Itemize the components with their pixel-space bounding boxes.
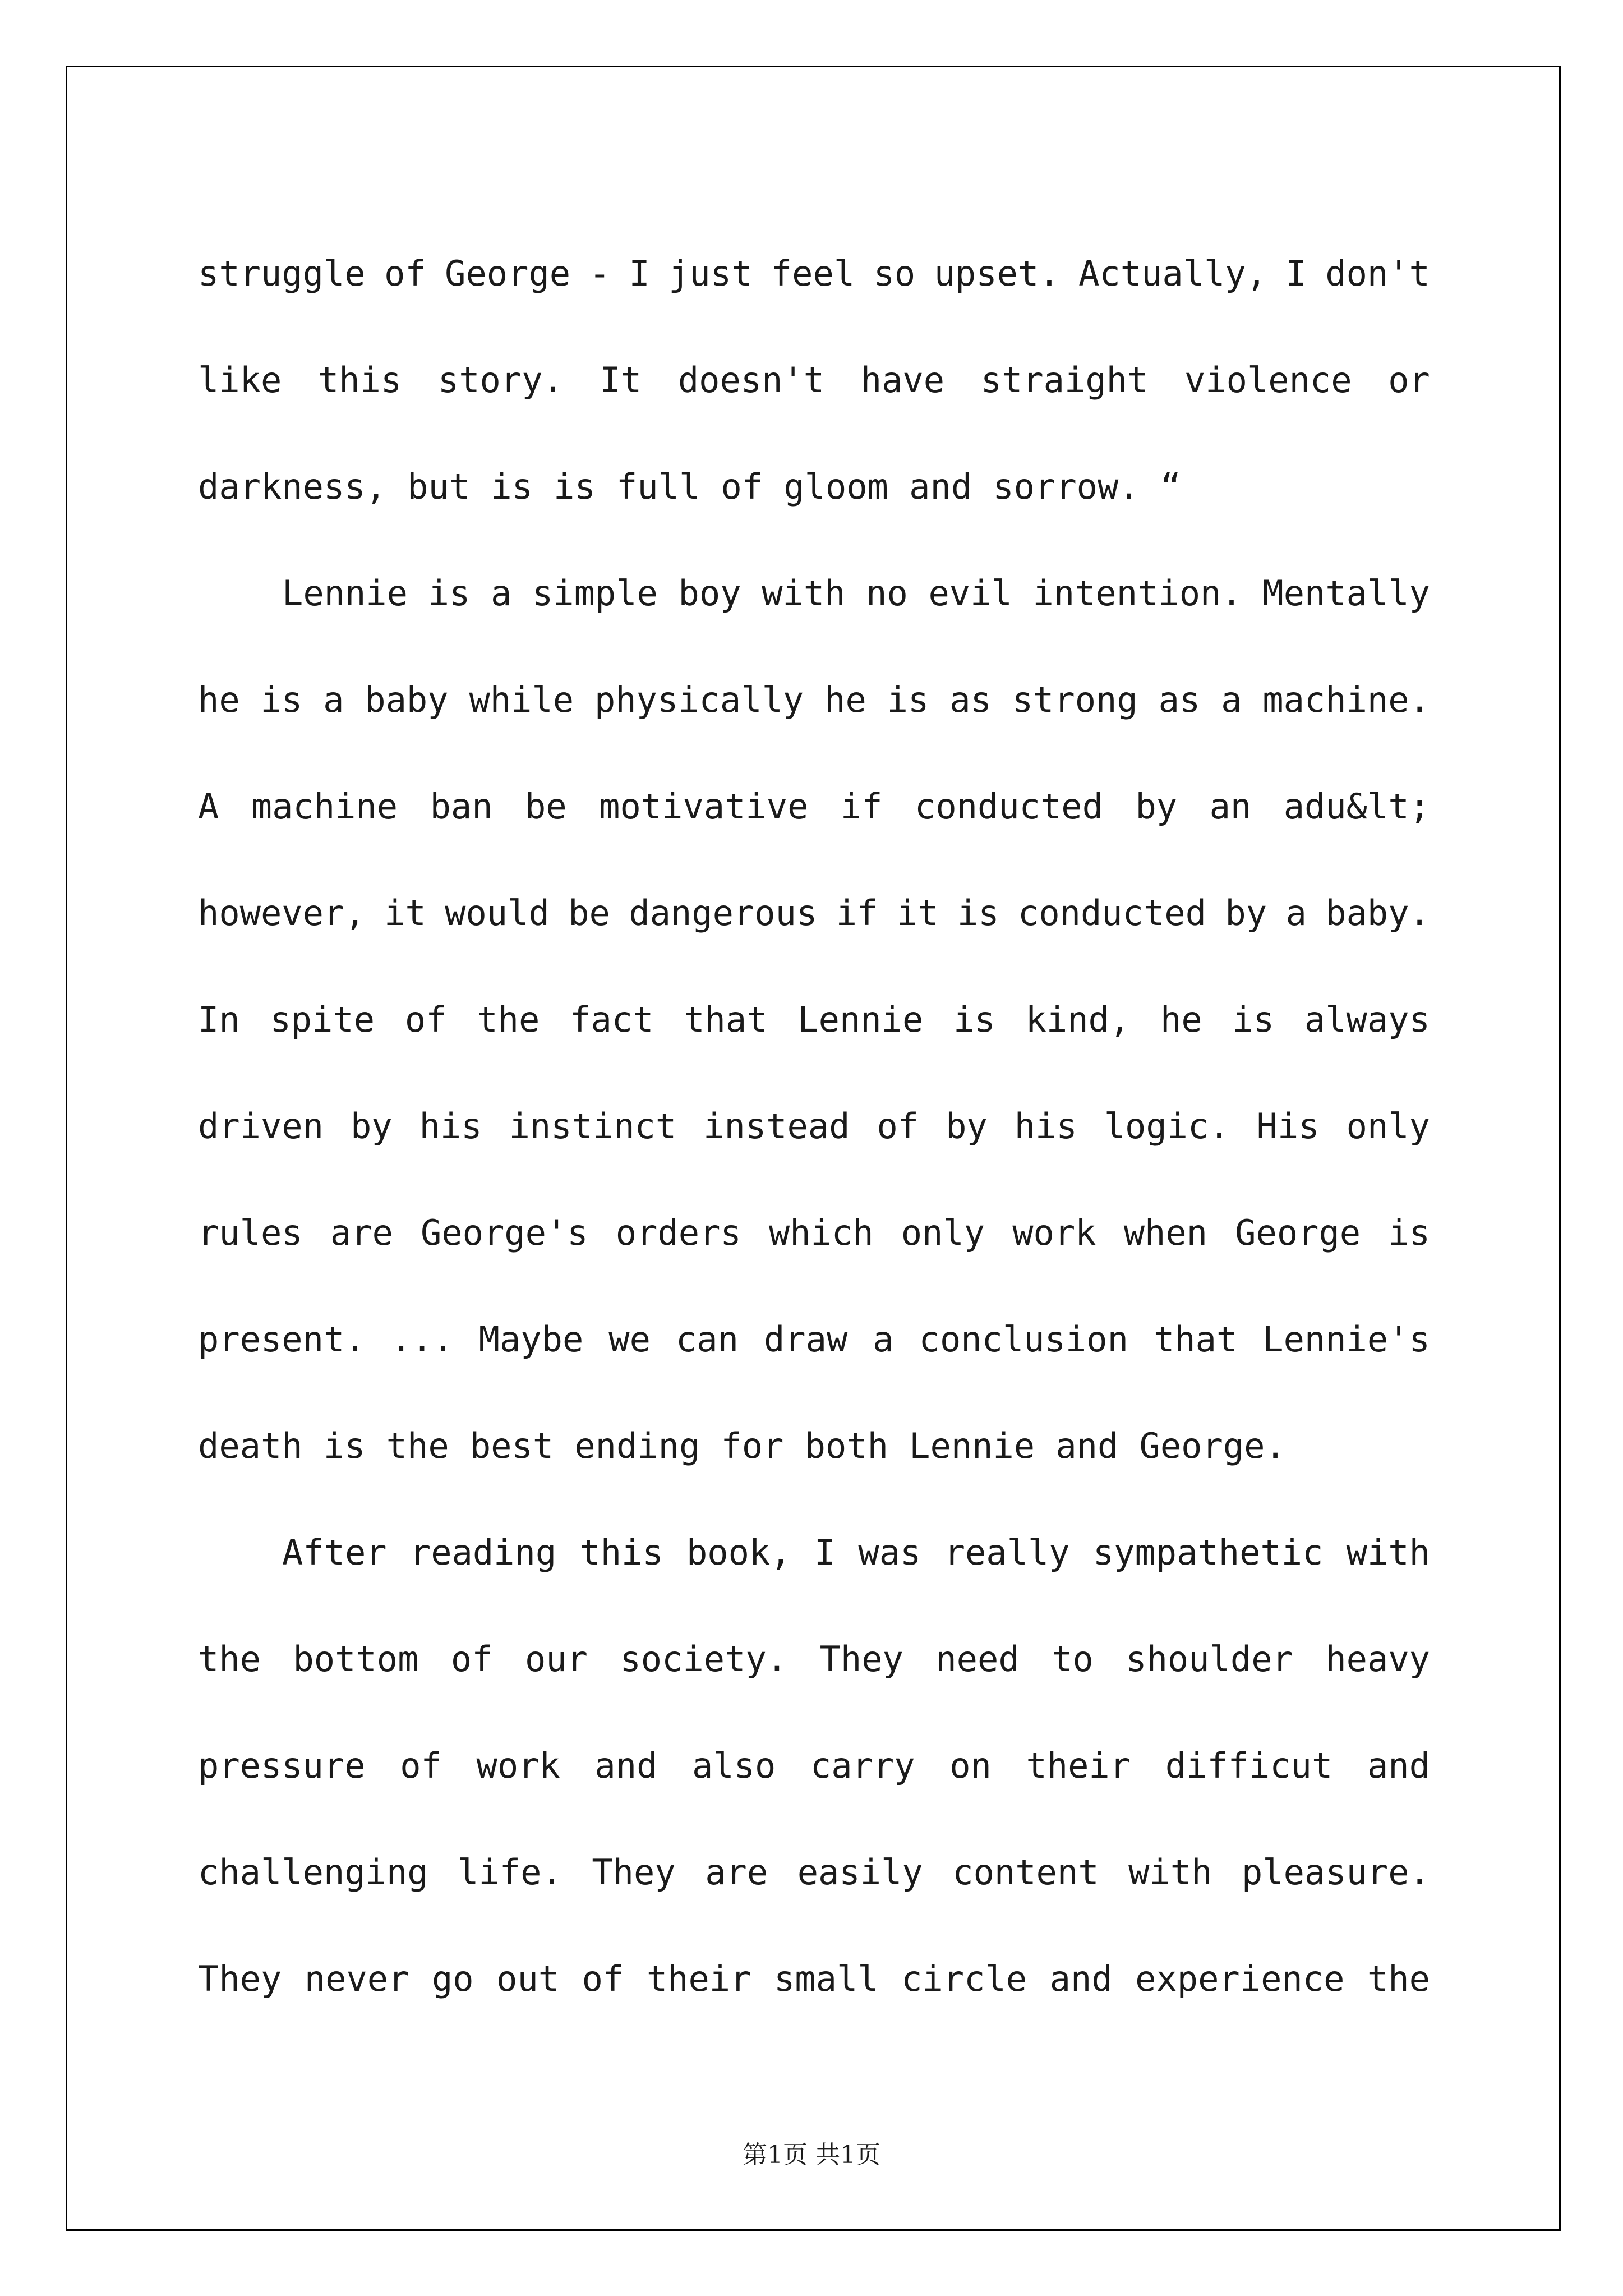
word: of [400, 1745, 442, 1786]
word: dangerous [629, 892, 818, 933]
word: reading [409, 1532, 557, 1573]
word: a [490, 573, 512, 614]
word: simple [532, 573, 658, 614]
text-line [198, 1180, 1430, 1286]
word: Lennie [282, 573, 408, 614]
word: have [860, 360, 945, 401]
word: straight [980, 360, 1149, 401]
word: be [568, 892, 610, 933]
word: his [419, 1106, 482, 1147]
word: always [1304, 999, 1430, 1040]
word: like [198, 360, 282, 401]
word: They [819, 1639, 903, 1680]
word: is [953, 999, 995, 1040]
word: is [323, 1425, 366, 1466]
word: it [384, 892, 426, 933]
word: the [477, 999, 540, 1040]
word: be [525, 786, 567, 827]
text-line [198, 327, 1430, 434]
word: which [768, 1212, 874, 1253]
word: he [824, 679, 866, 720]
word: is [957, 892, 999, 933]
word: and [1049, 1958, 1113, 1999]
word: It [600, 360, 642, 401]
word: heavy [1325, 1639, 1430, 1680]
word: upset. [934, 253, 1060, 294]
word: Mentally [1262, 573, 1430, 614]
word: In [198, 999, 240, 1040]
word: George's [420, 1212, 588, 1253]
word: go [431, 1958, 474, 1999]
word: is [1232, 999, 1275, 1040]
word: Maybe [478, 1319, 584, 1360]
word: his [1014, 1106, 1077, 1147]
text-line [198, 753, 1430, 860]
word: that [1153, 1319, 1238, 1360]
word: a [1221, 679, 1242, 720]
word: just [668, 253, 753, 294]
word: as [1158, 679, 1201, 720]
word: best [469, 1425, 554, 1466]
word: the [386, 1425, 449, 1466]
word: this [317, 360, 402, 401]
word: as [949, 679, 992, 720]
word: and [594, 1745, 658, 1786]
word: rules [198, 1212, 303, 1253]
word: to [1052, 1639, 1094, 1680]
text-line [198, 647, 1430, 753]
text-line [198, 1819, 1430, 1926]
word: an [1209, 786, 1252, 827]
word: it [896, 892, 939, 933]
word: is [428, 573, 471, 614]
word: that [684, 999, 768, 1040]
word: only [1346, 1106, 1430, 1147]
word: draw [763, 1319, 848, 1360]
word: They [198, 1958, 282, 1999]
word: They [592, 1852, 676, 1893]
word: A [198, 786, 219, 827]
word: shoulder [1126, 1639, 1293, 1680]
text-line [198, 1073, 1430, 1180]
word: experience [1135, 1958, 1345, 1999]
word: work [476, 1745, 560, 1786]
word: he [198, 679, 240, 720]
word: challenging [198, 1852, 428, 1893]
word: a [873, 1319, 894, 1360]
word: their [1026, 1745, 1131, 1786]
word: ... [390, 1319, 454, 1360]
word: don't [1325, 253, 1430, 294]
word: present. [198, 1319, 366, 1360]
word: the [1367, 1958, 1430, 1999]
word: intention. [1032, 573, 1242, 614]
word: can [675, 1319, 739, 1360]
text-line [198, 1926, 1430, 2032]
word: by [1135, 786, 1178, 827]
word: and [1055, 1425, 1119, 1466]
word: a [1285, 892, 1307, 933]
word: by [946, 1106, 988, 1147]
word: the [198, 1639, 261, 1680]
word: a [323, 679, 344, 720]
word: physically [594, 679, 804, 720]
word: work [1012, 1212, 1096, 1253]
word: conducted [915, 786, 1103, 827]
word: motivative [599, 786, 809, 827]
word: spite [270, 999, 375, 1040]
word: content [952, 1852, 1099, 1893]
word: and [909, 466, 972, 507]
word: doesn't [677, 360, 825, 401]
word: with [762, 573, 846, 614]
word: is [887, 679, 929, 720]
word: baby [365, 679, 449, 720]
word: death [198, 1425, 303, 1466]
word: so [873, 253, 916, 294]
word: conducted [1018, 892, 1206, 933]
text-line [198, 1499, 1430, 1606]
word: was [858, 1532, 921, 1573]
word: Lennie [909, 1425, 1035, 1466]
word: by [1225, 892, 1267, 933]
text-line [198, 434, 1430, 540]
word: really [944, 1532, 1070, 1573]
word: of [384, 253, 426, 294]
word: of [721, 466, 763, 507]
word: of [877, 1106, 919, 1147]
word: logic. [1104, 1106, 1230, 1147]
word: driven [198, 1106, 324, 1147]
word: machine [251, 786, 398, 827]
word: sympathetic [1092, 1532, 1324, 1573]
word: orders [615, 1212, 741, 1253]
word: fact [570, 999, 654, 1040]
word: George [445, 253, 571, 294]
word: is [1388, 1212, 1430, 1253]
word: struggle [198, 253, 366, 294]
word: both [804, 1425, 888, 1466]
text-line [198, 540, 1430, 647]
word: darkness, [198, 466, 386, 507]
word: their [646, 1958, 751, 1999]
word: we [608, 1319, 651, 1360]
text-line [198, 1286, 1430, 1393]
word: if [840, 786, 883, 827]
word: I [1285, 253, 1307, 294]
word: but [407, 466, 471, 507]
word: pressure [198, 1745, 366, 1786]
word: bottom [293, 1639, 419, 1680]
word: also [692, 1745, 776, 1786]
word: or [1388, 360, 1430, 401]
word: - [589, 253, 610, 294]
word: on [949, 1745, 992, 1786]
word: circle [901, 1958, 1027, 1999]
word: if [836, 892, 878, 933]
word: this [579, 1532, 663, 1573]
word: His [1256, 1106, 1320, 1147]
text-line [198, 1606, 1430, 1713]
word: he [1160, 999, 1202, 1040]
word: with [1346, 1532, 1430, 1573]
word: for [721, 1425, 784, 1466]
word: only [901, 1212, 985, 1253]
word: are [705, 1852, 768, 1893]
text-line [198, 1713, 1430, 1819]
word: is [554, 466, 596, 507]
word: violence [1184, 360, 1352, 401]
word: conclusion [919, 1319, 1128, 1360]
word: small [773, 1958, 879, 1999]
word: George. [1139, 1425, 1286, 1466]
word: After [282, 1532, 387, 1573]
word: Lennie's [1262, 1319, 1430, 1360]
word: difficut [1165, 1745, 1333, 1786]
word: while [469, 679, 574, 720]
text-line [198, 1393, 1430, 1499]
text-line [198, 860, 1430, 967]
word: George [1235, 1212, 1361, 1253]
word: adu&lt; [1283, 786, 1430, 827]
word: baby. [1325, 892, 1430, 933]
word: our [525, 1639, 588, 1680]
word: gloom [783, 466, 888, 507]
word: carry [810, 1745, 915, 1786]
word: ending [574, 1425, 700, 1466]
word: feel [771, 253, 855, 294]
word: no [866, 573, 908, 614]
word: strong [1012, 679, 1138, 720]
word: ban [430, 786, 493, 827]
word: by [350, 1106, 393, 1147]
word: machine. [1262, 679, 1430, 720]
document-body [198, 220, 1430, 2032]
word: Lennie [797, 999, 924, 1040]
word: Actually, [1078, 253, 1267, 294]
text-line [198, 220, 1430, 327]
word: is [491, 466, 533, 507]
word: when [1123, 1212, 1207, 1253]
text-line [198, 967, 1430, 1073]
word: is [260, 679, 303, 720]
word: out [496, 1958, 560, 1999]
word: of [582, 1958, 624, 1999]
word: need [935, 1639, 1020, 1680]
page-footer: 第1页 共1页 [743, 2141, 880, 2169]
word: with [1128, 1852, 1212, 1893]
word: of [404, 999, 447, 1040]
word: of [450, 1639, 493, 1680]
word: easily [797, 1852, 923, 1893]
word: would [445, 892, 550, 933]
word: I [629, 253, 650, 294]
word: full [616, 466, 700, 507]
word: society. [620, 1639, 788, 1680]
word: and [1367, 1745, 1430, 1786]
word: however, [198, 892, 366, 933]
word: evil [928, 573, 1012, 614]
word: “ [1160, 466, 1182, 507]
word: life. [458, 1852, 562, 1893]
word: are [330, 1212, 393, 1253]
word: story. [437, 360, 564, 401]
word: book, [686, 1532, 791, 1573]
word: sorrow. [993, 466, 1140, 507]
word: instinct [509, 1106, 677, 1147]
word: I [814, 1532, 836, 1573]
word: boy [678, 573, 741, 614]
word: never [304, 1958, 409, 1999]
word: pleasure. [1241, 1852, 1430, 1893]
word: instead [703, 1106, 850, 1147]
word: kind, [1025, 999, 1131, 1040]
